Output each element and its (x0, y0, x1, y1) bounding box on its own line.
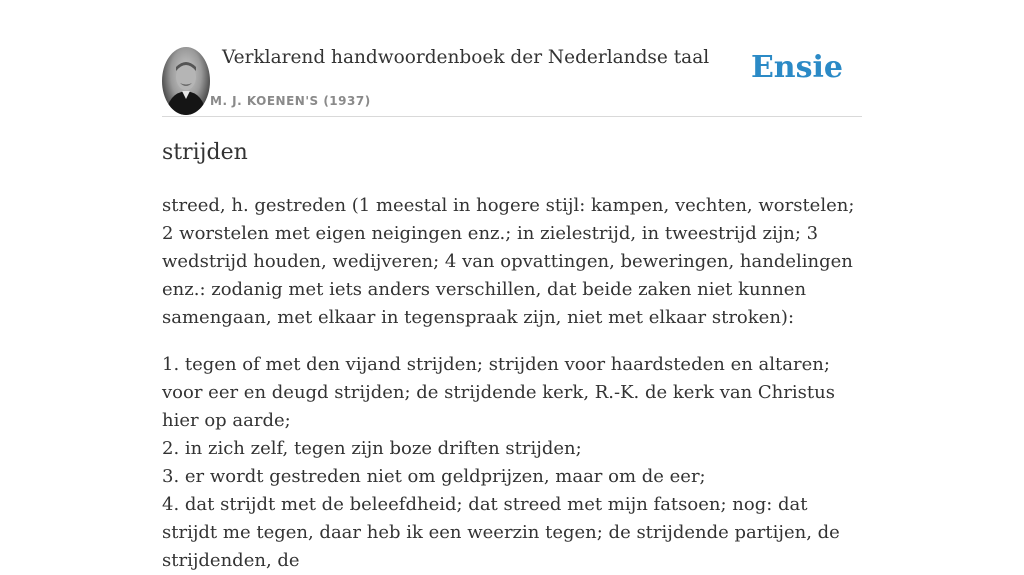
dictionary-title: Verklarend handwoordenboek der Nederlandse taal (222, 47, 710, 68)
example-item: 1. tegen of met den vijand strijden; strijden voor haardsteden en altaren; voor eer en deugd strijden; de strijdende kerk, R.-K. de kerk van Christus hier op aarde; (162, 354, 835, 431)
entry-body (162, 192, 862, 575)
dictionary-header (162, 44, 862, 117)
example-item: 3. er wordt gestreden niet om geldprijzen, maar om de eer; (162, 466, 706, 487)
example-item: 4. dat strijdt met de beleefdheid; dat streed met mijn fatsoen; nog: dat strijdt me tegen, daar heb ik een weerzin tegen; de strijdende partijen, de strijdenden, de (162, 494, 840, 571)
entry-definition: streed, h. gestreden (1 meestal in hogere stijl: kampen, vechten, worstelen; 2 worstelen met eigen neigingen enz.; in zielestrijd, in tweestrijd zijn; 3 wedstrijd houden, wedijveren; 4 van opvattingen, beweringen, handelingen enz.: zodanig met iets anders verschillen, dat beide zaken niet kunnen samengaan, met elkaar in tegenspraak zijn, niet met elkaar stroken): (162, 195, 855, 328)
brand-logo-link[interactable]: Ensie (750, 50, 843, 85)
dictionary-subtitle: M. J. KOENEN'S (1937) (210, 94, 371, 108)
example-list (162, 351, 862, 575)
author-portrait (162, 47, 210, 115)
example-item: 2. in zich zelf, tegen zijn boze driften strijden; (162, 438, 582, 459)
entry-title: strijden (162, 140, 248, 165)
